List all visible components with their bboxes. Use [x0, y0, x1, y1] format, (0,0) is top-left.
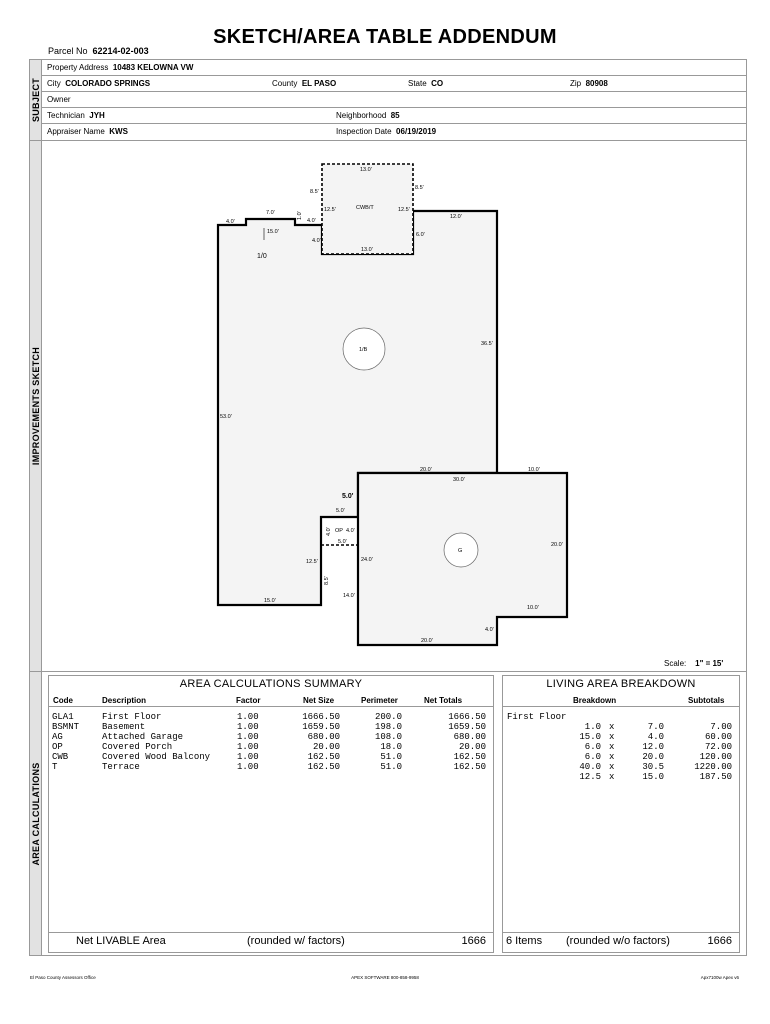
parcel-label: Parcel No [48, 46, 88, 56]
list-item: 6.0 x 20.0 120.00 [584, 752, 732, 762]
footer-center: APEX SOFTWARE 800-858-9958 [351, 975, 419, 980]
technician-value: JYH [89, 111, 105, 120]
dim-label: 20.0' [420, 467, 432, 473]
state-label: State [408, 79, 427, 88]
living-footer-divider [502, 932, 740, 933]
dim-label: 15.0' [267, 229, 279, 235]
living-title: LIVING AREA BREAKDOWN [546, 678, 696, 690]
technician-label: Technician [47, 111, 85, 120]
living-total: 1666 [707, 935, 732, 947]
dim-label: 36.5' [481, 341, 493, 347]
area-label-cwbt: CWB/T [356, 205, 374, 211]
scale-line [664, 659, 723, 668]
list-item: 1.0 x 7.0 7.00 [584, 722, 732, 732]
col-net-size: Net Size [303, 696, 335, 705]
neighborhood-value: 85 [390, 111, 400, 120]
scale-label: Scale: [664, 659, 687, 668]
table-row: T Terrace 1.00 162.50 51.0 162.50 [52, 762, 486, 772]
net-livable-label: Net LIVABLE Area [76, 935, 166, 947]
area-label-garage: G [458, 548, 463, 554]
table-row: CWB Covered Wood Balcony 1.00 162.50 51.0 162.50 [52, 752, 486, 762]
city-value: COLORADO SPRINGS [65, 79, 151, 88]
dim-label: 4.0' [226, 219, 235, 225]
col-description: Description [102, 696, 147, 705]
col-perimeter: Perimeter [361, 696, 398, 705]
owner-label: Owner [47, 95, 71, 104]
page-title: SKETCH/AREA TABLE ADDENDUM [213, 26, 557, 48]
inspection-label: Inspection Date [336, 127, 392, 136]
parcel-number: 62214-02-003 [92, 46, 149, 56]
property-address-value: 10483 KELOWNA VW [112, 63, 194, 72]
scale-value: 1" = 15' [695, 659, 724, 668]
area-label-op: OP [335, 528, 343, 534]
list-item: 12.5 x 15.0 187.50 [579, 772, 732, 782]
dim-label: 30.0' [453, 477, 465, 483]
dim-label: 12.0' [450, 214, 462, 220]
dim-label: 5.0' [336, 508, 345, 514]
living-group-label: First Floor [507, 712, 567, 722]
dim-label: 12.5' [398, 207, 410, 213]
city-label: City [47, 79, 61, 88]
dim-label: 4.0' [326, 527, 332, 536]
appraiser-value: KWS [109, 127, 128, 136]
dim-label: 4.0' [307, 218, 316, 224]
table-row: OP Covered Porch 1.00 20.00 18.0 20.00 [52, 742, 486, 752]
dim-label: 20.0' [551, 542, 563, 548]
table-row: AG Attached Garage 1.00 680.00 108.0 680.00 [52, 732, 486, 742]
rounded-wo-label: (rounded w/o factors) [566, 935, 670, 947]
dim-label: 53.0' [220, 414, 232, 420]
dim-label: 4.0' [485, 627, 494, 633]
neighborhood-label: Neighborhood [336, 111, 387, 120]
dim-label: 13.0' [360, 167, 372, 173]
dim-label: 12.5' [324, 207, 336, 213]
dim-label: 10.0' [527, 605, 539, 611]
summary-header-divider [48, 706, 494, 707]
footer-left: El Paso County Assessors Office [30, 975, 96, 980]
dim-label: 8.5' [310, 189, 319, 195]
calc-section-label: AREA CALCULATIONS [30, 761, 41, 866]
summary-footer-divider [48, 932, 494, 933]
dim-label: 24.0' [361, 557, 373, 563]
summary-title: AREA CALCULATIONS SUMMARY [179, 678, 363, 690]
county-value: EL PASO [301, 79, 337, 88]
zip-label: Zip [570, 79, 582, 88]
col-breakdown: Breakdown [573, 696, 617, 705]
list-item: 40.0 x 30.5 1220.00 [579, 762, 732, 772]
appraiser-label: Appraiser Name [47, 127, 105, 136]
state-value: CO [431, 79, 444, 88]
zip-value: 80908 [585, 79, 608, 88]
dim-label: 1.0' [297, 211, 303, 220]
living-header-divider [502, 706, 740, 707]
county-label: County [272, 79, 298, 88]
sketch-section-label: IMPROVEMENTS SKETCH [30, 346, 41, 466]
summary-table [52, 712, 492, 772]
list-item: 6.0 x 12.0 72.00 [584, 742, 732, 752]
dim-label: 8.5' [324, 576, 330, 585]
col-code: Code [53, 696, 73, 705]
net-livable-value: 1666 [461, 935, 486, 947]
dim-label: 5.0' [342, 493, 354, 500]
list-item: 15.0 x 4.0 60.00 [579, 732, 732, 742]
subject-section-label: SUBJECT [30, 77, 41, 123]
items-count: 6 Items [506, 935, 543, 947]
col-net-totals: Net Totals [424, 696, 463, 705]
dim-label: 14.0' [343, 593, 355, 599]
inspection-value: 06/19/2019 [396, 127, 437, 136]
footer-right: Apx7100w Apex v6 [700, 975, 739, 980]
area-label-ten: 1/0 [257, 253, 267, 260]
rounded-with-label: (rounded w/ factors) [247, 935, 345, 947]
dim-label: 4.0' [346, 528, 355, 534]
dim-label: 4.0' [312, 238, 321, 244]
dim-label: 6.0' [416, 232, 425, 238]
table-row: BSMNT Basement 1.00 1659.50 198.0 1659.50 [52, 722, 486, 732]
dim-label: 8.5' [415, 185, 424, 191]
dim-label: 15.0' [264, 598, 276, 604]
table-row: GLA1 First Floor 1.00 1666.50 200.0 1666.50 [52, 712, 486, 722]
dim-label: 7.0' [266, 210, 275, 216]
area-label-main: 1/B [359, 347, 368, 353]
dim-label: 12.5' [306, 559, 318, 565]
col-subtotals: Subtotals [688, 696, 725, 705]
dim-label: 10.0' [528, 467, 540, 473]
dim-label: 13.0' [361, 247, 373, 253]
col-factor: Factor [236, 696, 261, 705]
dim-label: 20.0' [421, 638, 433, 644]
dim-label: 5.0' [338, 539, 347, 545]
property-address-label: Property Address [47, 63, 109, 72]
living-table [502, 722, 738, 782]
